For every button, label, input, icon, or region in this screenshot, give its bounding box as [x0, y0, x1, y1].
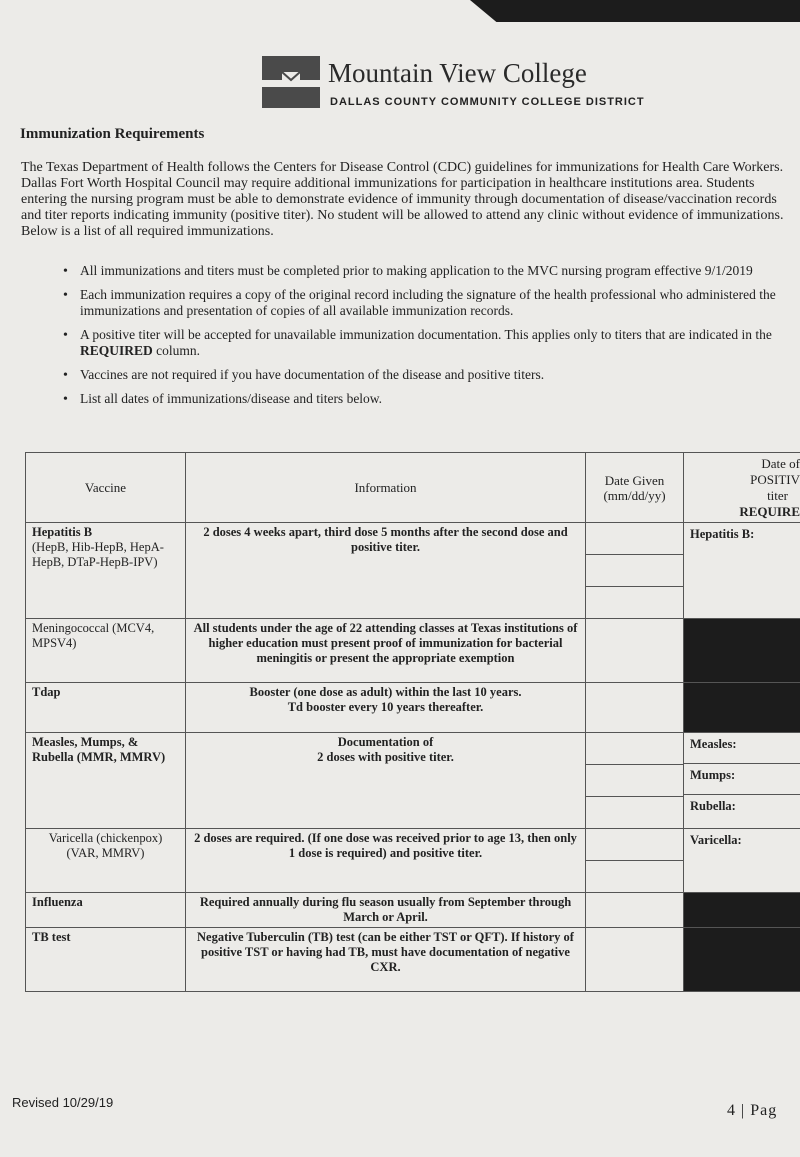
rubella-titer[interactable]: Rubella:	[690, 799, 736, 813]
requirements-list	[58, 263, 778, 415]
page-title: Immunization Requirements	[20, 126, 205, 142]
info-cell: Negative Tuberculin (TB) test (can be either TST or QFT). If history of positive TST or having had TB, must have documentation of negative CXR.	[186, 928, 586, 992]
table-row	[26, 893, 800, 928]
date-given-cell[interactable]	[586, 683, 684, 733]
date-given-cell[interactable]	[586, 893, 684, 928]
titer-cell-blocked	[684, 683, 800, 733]
vaccine-cell: Meningococcal (MCV4, MPSV4)	[26, 619, 186, 683]
list-item: • Vaccines are not required if you have documentation of the disease and positive titers.	[63, 367, 545, 383]
info-cell: Booster (one dose as adult) within the last 10 years. Td booster every 10 years thereafter.	[186, 683, 586, 733]
positive-titer-header: Date of POSITIV titer REQUIRE	[684, 453, 800, 523]
vaccine-cell: Hepatitis B (HepB, Hib-HepB, HepA-HepB, DTaP-HepB-IPV)	[26, 523, 186, 619]
info-cell: Documentation of 2 doses with positive titer.	[186, 733, 586, 829]
vaccine-header: Vaccine	[26, 453, 186, 523]
table-row	[26, 683, 800, 733]
date-input-slot[interactable]	[586, 587, 683, 618]
info-cell: 2 doses are required. (If one dose was received prior to age 13, then only 1 dose is required) and positive titer.	[186, 829, 586, 893]
date-input-slot[interactable]	[586, 555, 683, 587]
vaccine-cell: Varicella (chickenpox) (VAR, MMRV)	[26, 829, 186, 893]
list-item: • Each immunization requires a copy of the original record including the signature of the health professional who administered the immunizations and presentation of copies of all available immunization records.	[63, 287, 776, 318]
titer-cell[interactable]: Hepatitis B:	[684, 523, 800, 619]
information-header: Information	[186, 453, 586, 523]
college-name: Mountain View College	[328, 58, 587, 88]
date-input-slot[interactable]	[586, 861, 683, 892]
info-cell: Required annually during flu season usually from September through March or April.	[186, 893, 586, 928]
table-row	[26, 733, 800, 829]
vaccine-cell: Measles, Mumps, & Rubella (MMR, MMRV)	[26, 733, 186, 829]
date-given-cell[interactable]	[586, 733, 684, 829]
date-input-slot[interactable]	[586, 765, 683, 797]
college-logo	[262, 56, 320, 108]
table-header-row	[26, 453, 800, 523]
titer-cell-blocked	[684, 928, 800, 992]
table-row	[26, 829, 800, 893]
background-edge	[470, 0, 800, 22]
table-row	[26, 619, 800, 683]
list-item: • A positive titer will be accepted for unavailable immunization documentation. This applies only to titers that are indicated in the REQUIRED column.	[63, 327, 772, 358]
revision-date: Revised 10/29/19	[12, 1095, 114, 1110]
date-input-slot[interactable]	[586, 797, 683, 828]
measles-titer[interactable]: Measles:	[684, 733, 800, 764]
date-given-cell[interactable]	[586, 928, 684, 992]
date-input-slot[interactable]	[586, 829, 683, 861]
vaccine-cell: TB test	[26, 928, 186, 992]
immunization-table	[25, 452, 800, 992]
date-given-cell[interactable]	[586, 523, 684, 619]
page-number: 4 | Pag	[727, 1102, 778, 1119]
vaccine-cell: Tdap	[26, 683, 186, 733]
info-cell: All students under the age of 22 attending classes at Texas institutions of higher education must present proof of immunization for bacterial meningitis or present the appropriate exemption	[186, 619, 586, 683]
intro-paragraph: The Texas Department of Health follows the Centers for Disease Control (CDC) guidelines for immunizations for Health Care Workers. Dallas Fort Worth Hospital Council may require additional immunizations for participation in healthcare institutions area. Students entering the nursing program must be able to demonstrate evidence of immunity through documentation of disease/vaccination records and titer reports indicating immunity (positive titer). No student will be allowed to attend any clinic without evidence of immunizations. Below is a list of all required immunizations.	[21, 160, 784, 239]
info-cell: 2 doses 4 weeks apart, third dose 5 months after the second dose and positive titer.	[186, 523, 586, 619]
table-row	[26, 928, 800, 992]
titer-cell-blocked	[684, 619, 800, 683]
list-item: • List all dates of immunizations/disease and titers below.	[63, 391, 383, 407]
titer-cell-blocked	[684, 893, 800, 928]
date-input-slot[interactable]	[586, 523, 683, 555]
date-given-cell[interactable]	[586, 829, 684, 893]
list-item: • All immunizations and titers must be completed prior to making application to the MVC nursing program effective 9/1/2019	[63, 263, 753, 279]
titer-cell[interactable]	[684, 733, 800, 829]
college-district: DALLAS COUNTY COMMUNITY COLLEGE DISTRICT	[330, 96, 645, 108]
date-given-header: Date Given (mm/dd/yy)	[586, 453, 684, 523]
table-row	[26, 523, 800, 619]
envelope-icon	[282, 72, 300, 86]
date-given-cell[interactable]	[586, 619, 684, 683]
mumps-titer[interactable]: Mumps:	[684, 764, 800, 795]
titer-cell[interactable]: Varicella:	[684, 829, 800, 893]
vaccine-cell: Influenza	[26, 893, 186, 928]
date-input-slot[interactable]	[586, 733, 683, 765]
